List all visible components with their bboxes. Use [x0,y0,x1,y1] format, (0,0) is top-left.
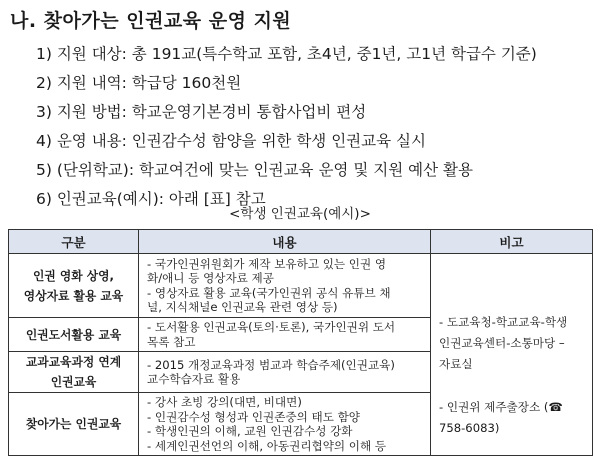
note-line: 인권교육센터-소통마당 – [439,336,565,350]
category-line: 찾아가는 인권교육 [25,417,122,431]
row-content [139,318,431,352]
category-line: 인권교육 [50,375,97,389]
header-category: 구분 [9,230,139,254]
note-line: 자료실 [439,357,473,371]
list-item: 1) 지원 대상: 총 191교(특수학교 포함, 초4년, 중1년, 고1년 학급수 기준) [36,45,537,63]
section-heading: 나. 찾아가는 인권교육 운영 지원 [10,10,292,32]
content-line: - 도서활용 인권교육(토의·토론), 국가인권위 도서 [147,320,396,334]
list-item: 3) 지원 방법: 학교운영기본경비 통합사업비 편성 [36,103,367,121]
content-line: - 강사 초빙 강의(대면, 비대면) [147,395,302,409]
header-note: 비고 [431,230,593,254]
note-resource-link [439,254,586,375]
table-header-row [9,230,593,254]
content-line: - 인권감수성 형성과 인권존중의 태도 함양 [147,409,361,424]
note-cell [431,254,593,456]
row-content [139,393,431,456]
list-item: 5) (단위학교): 학교여건에 맞는 인권교육 운영 및 지원 예산 활용 [36,161,473,179]
row-category [9,318,139,352]
list-item: 2) 지원 내역: 학급당 160천원 [36,74,242,92]
category-line: 인권 영화 상영, [32,268,115,283]
category-line: 인권도서활용 교육 [25,327,122,342]
content-line: - 2015 개정교육과정 범교과 학습주제(인권교육) [147,357,395,372]
category-line: 교과교육과정 연계 [25,355,122,369]
note-line: - 도교육청-학교교육-학생 [439,315,568,329]
table-row [9,254,593,318]
content-line: 교수학습자료 활용 [147,372,241,386]
content-line: 목록 참고 [147,334,196,349]
row-category [9,352,139,393]
content-line: 널, 지식채널e 인권교육 관련 영상 등) [147,300,338,314]
support-items-list [36,40,537,214]
content-line: 화/애니 등 영상자료 제공 [147,271,274,285]
content-line: - 학생인권의 이해, 교원 인권감수성 강화 [147,424,353,438]
note-contact [439,397,586,439]
content-line: - 국가인권위원회가 제작 보유하고 있는 인권 영 [147,256,387,271]
note-line: 758-6083) [439,421,500,435]
education-examples-table [8,229,593,456]
row-content [139,352,431,393]
header-content: 내용 [139,230,431,254]
table-caption: <학생 인권교육(예시)> [229,206,371,222]
list-item: 6) 인권교육(예시): 아래 [표] 참고 [36,190,266,208]
note-line: - 인권위 제주출장소 (☎ [439,400,563,414]
category-line: 영상자료 활용 교육 [23,288,124,303]
row-content [139,254,431,318]
row-category [9,393,139,456]
list-item: 4) 운영 내용: 인권감수성 함양을 위한 학생 인권교육 실시 [36,132,426,150]
row-category [9,254,139,318]
content-line: - 세계인권선언의 이해, 아동권리협약의 이해 등 [147,438,387,453]
content-line: - 영상자료 활용 교육(국가인권위 공식 유튜브 채 [147,285,391,300]
